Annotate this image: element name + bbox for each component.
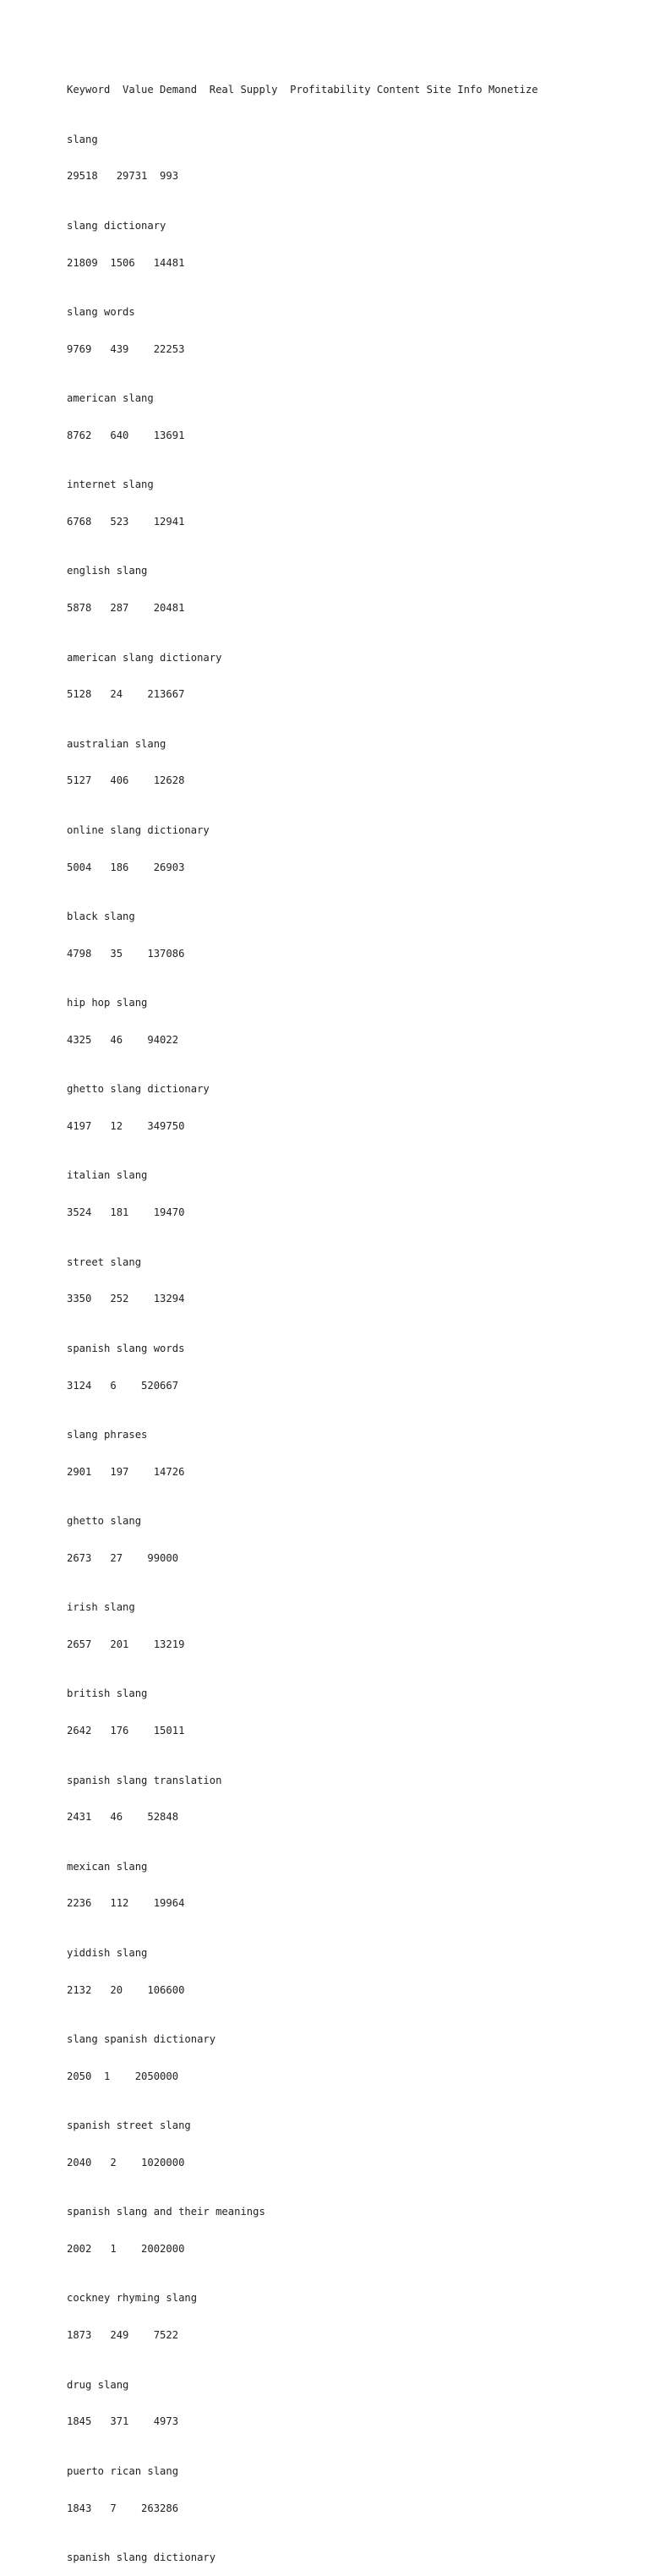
column-header: Keyword Value Demand Real Supply Profitability Content Site Info Monetize (67, 84, 538, 96)
keyword-line: english slang (67, 565, 148, 577)
keyword-line: spanish slang words (67, 1342, 185, 1354)
keyword-document (67, 59, 538, 2576)
numbers-line: 3124 6 520667 (67, 1379, 179, 1392)
numbers-line: 5004 186 26903 (67, 861, 185, 873)
numbers-line: 4798 35 137086 (67, 947, 185, 960)
numbers-line: 2673 27 99000 (67, 1551, 179, 1564)
keyword-line: slang (67, 133, 98, 145)
keyword-line: irish slang (67, 1601, 135, 1614)
numbers-line: 2050 1 2050000 (67, 2070, 179, 2082)
keyword-line: black slang (67, 910, 135, 922)
numbers-line: 5127 406 12628 (67, 774, 185, 787)
numbers-line: 2040 2 1020000 (67, 2156, 185, 2169)
numbers-line: 3524 181 19470 (67, 1206, 185, 1219)
keyword-line: ghetto slang (67, 1515, 142, 1528)
keyword-line: ghetto slang dictionary (67, 1083, 210, 1096)
numbers-line: 2236 112 19964 (67, 1897, 185, 1910)
keyword-line: slang phrases (67, 1428, 148, 1441)
keyword-line: american slang (67, 392, 154, 405)
numbers-line: 1843 7 263286 (67, 2502, 179, 2514)
keyword-line: spanish street slang (67, 2119, 191, 2132)
numbers-line: 2132 20 106600 (67, 1983, 185, 1996)
keyword-line: american slang dictionary (67, 651, 222, 664)
numbers-line: 29518 29731 993 (67, 170, 179, 183)
numbers-line: 1873 249 7522 (67, 2329, 179, 2342)
keyword-line: yiddish slang (67, 1946, 148, 1959)
keyword-line: internet slang (67, 479, 154, 491)
numbers-line: 2431 46 52848 (67, 1811, 179, 1824)
numbers-line: 21809 1506 14481 (67, 256, 185, 269)
numbers-line: 5878 287 20481 (67, 602, 185, 615)
keyword-line: slang dictionary (67, 219, 166, 232)
numbers-line: 2002 1 2002000 (67, 2243, 185, 2256)
numbers-line: 6768 523 12941 (67, 515, 185, 528)
keyword-line: spanish slang and their meanings (67, 2206, 265, 2218)
keyword-line: italian slang (67, 1169, 148, 1182)
numbers-line: 2642 176 15011 (67, 1725, 185, 1737)
numbers-line: 1845 371 4973 (67, 2415, 179, 2428)
keyword-line: mexican slang (67, 1860, 148, 1873)
keyword-line: slang words (67, 305, 135, 318)
keyword-line: online slang dictionary (67, 823, 210, 836)
keyword-line: cockney rhyming slang (67, 2292, 198, 2305)
keyword-line: slang spanish dictionary (67, 2033, 216, 2045)
keyword-line: puerto rican slang (67, 2464, 179, 2477)
numbers-line: 2657 201 13219 (67, 1638, 185, 1650)
keyword-line: spanish slang dictionary (67, 2551, 216, 2563)
numbers-line: 3350 252 13294 (67, 1293, 185, 1305)
keyword-line: british slang (67, 1687, 148, 1700)
keyword-line: street slang (67, 1255, 142, 1268)
numbers-line: 4325 46 94022 (67, 1033, 179, 1046)
numbers-line: 4197 12 349750 (67, 1120, 185, 1133)
numbers-line: 5128 24 213667 (67, 688, 185, 701)
keyword-line: drug slang (67, 2378, 129, 2391)
numbers-line: 2901 197 14726 (67, 1465, 185, 1478)
numbers-line: 8762 640 13691 (67, 429, 185, 441)
keyword-line: spanish slang translation (67, 1774, 222, 1786)
keyword-line: australian slang (67, 737, 166, 750)
numbers-line: 9769 439 22253 (67, 342, 185, 355)
keyword-line: hip hop slang (67, 997, 148, 1009)
